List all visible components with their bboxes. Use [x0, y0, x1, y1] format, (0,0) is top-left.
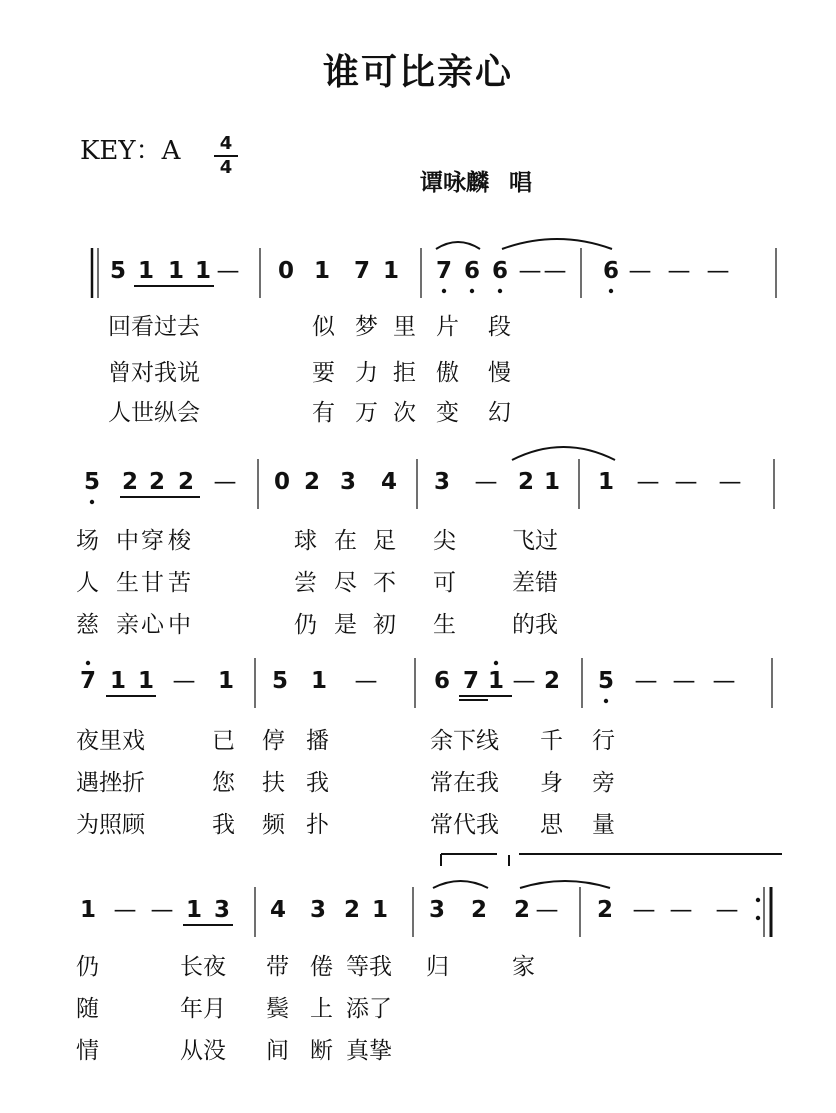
lyric: 扑	[306, 812, 329, 838]
lyric: 停	[262, 728, 285, 754]
lyric: 情	[76, 1038, 99, 1064]
note: 6	[433, 668, 450, 694]
note: 1	[371, 897, 388, 923]
note: 5	[83, 469, 100, 495]
time-signature-numerator: 4	[219, 133, 233, 154]
note: 6	[602, 258, 619, 284]
lyric: 慢	[488, 360, 511, 386]
extension-dash: —	[172, 668, 196, 694]
octave-dot	[498, 289, 502, 293]
octave-dot	[442, 289, 446, 293]
lyric: 次	[393, 400, 416, 426]
note: 2	[148, 469, 165, 495]
lyric: 梦	[355, 314, 378, 340]
lyric: 中	[168, 612, 191, 638]
extension-dash: —	[674, 469, 698, 495]
time-signature-denominator: 4	[219, 157, 233, 178]
lyric: 回看过去	[108, 314, 200, 340]
extension-dash: —	[669, 897, 693, 923]
note: 1	[313, 258, 330, 284]
lyric: 生	[116, 570, 139, 596]
lyric: 夜里戏	[76, 728, 145, 754]
lyric: 的我	[512, 612, 558, 638]
lyric: 变	[436, 400, 459, 426]
extension-dash: —	[667, 258, 691, 284]
lyric: 人世纵会	[108, 400, 200, 426]
note: 3	[213, 897, 230, 923]
lyric: 频	[262, 812, 285, 838]
lyric: 余下线	[430, 728, 499, 754]
lyric: 遇挫折	[76, 770, 145, 796]
note: 6	[491, 258, 508, 284]
extension-dash: —	[150, 897, 174, 923]
note: 5	[271, 668, 288, 694]
lyric: 常代我	[430, 812, 499, 838]
lyric: 里	[393, 314, 416, 340]
lyric: 万	[355, 400, 378, 426]
note: 7	[462, 668, 479, 694]
extension-dash: —	[718, 469, 742, 495]
extension-dash: —	[672, 668, 696, 694]
note: 2	[177, 469, 194, 495]
lyric: 仍	[76, 954, 99, 980]
note: 2	[343, 897, 360, 923]
lyric: 扶	[262, 770, 285, 796]
repeat-dot	[756, 898, 760, 902]
extension-dash: —	[712, 668, 736, 694]
lyric: 穿	[141, 528, 164, 554]
extension-dash: —	[632, 897, 656, 923]
lyric: 亲	[116, 612, 139, 638]
extension-dash: —	[213, 469, 237, 495]
extension-dash: —	[535, 897, 559, 923]
note: 4	[269, 897, 286, 923]
key-signature: KEY：A	[80, 136, 181, 166]
lyric: 尝	[294, 570, 317, 596]
lyric: 傲	[436, 360, 459, 386]
note: 3	[339, 469, 356, 495]
lyric: 量	[592, 812, 615, 838]
lyric: 差错	[512, 570, 558, 596]
lyric: 生	[433, 612, 456, 638]
slur	[433, 881, 488, 888]
lyric: 尽	[334, 570, 357, 596]
octave-dot	[86, 661, 90, 665]
lyric: 球	[294, 528, 317, 554]
extension-dash: —	[216, 258, 240, 284]
lyric: 为照顾	[76, 812, 145, 838]
note: 1	[310, 668, 327, 694]
note: 1	[597, 469, 614, 495]
lyric: 家	[512, 954, 535, 980]
note: 7	[435, 258, 452, 284]
lyric: 初	[373, 612, 396, 638]
lyric: 倦	[310, 954, 333, 980]
lyric: 归	[426, 954, 449, 980]
lyric: 可	[433, 570, 456, 596]
extension-dash: —	[706, 258, 730, 284]
note: 2	[543, 668, 560, 694]
lyric: 力	[355, 360, 378, 386]
lyric: 要	[312, 360, 335, 386]
lyric: 足	[373, 528, 396, 554]
lyric: 上	[310, 996, 333, 1022]
lyric: 心	[141, 612, 164, 638]
slur	[502, 239, 612, 249]
lyric: 不	[373, 570, 396, 596]
note: 1	[543, 469, 560, 495]
lyric: 常在我	[430, 770, 499, 796]
lyric: 曾对我说	[108, 360, 200, 386]
note: 3	[309, 897, 326, 923]
note: 2	[303, 469, 320, 495]
note: 3	[433, 469, 450, 495]
lyric: 人	[76, 570, 99, 596]
lyric: 从没	[180, 1038, 226, 1064]
lyric: 思	[540, 812, 563, 838]
lyric: 慈	[76, 612, 99, 638]
extension-dash: —	[636, 469, 660, 495]
slur	[520, 881, 610, 888]
note: 6	[463, 258, 480, 284]
note: 1	[137, 258, 154, 284]
note: 2	[513, 897, 530, 923]
note: 7	[353, 258, 370, 284]
note: 1	[137, 668, 154, 694]
lyric: 鬓	[266, 996, 289, 1022]
lyric: 播	[306, 728, 329, 754]
lyric: 年月	[180, 996, 226, 1022]
lyric: 片	[436, 314, 459, 340]
lyric: 仍	[294, 612, 317, 638]
lyric: 行	[592, 728, 615, 754]
lyric: 甘	[141, 570, 164, 596]
lyric: 段	[488, 314, 511, 340]
repeat-dot	[756, 916, 760, 920]
lyric: 断	[310, 1038, 333, 1064]
note: 1	[217, 668, 234, 694]
lyric: 身	[540, 770, 563, 796]
note: 0	[277, 258, 294, 284]
note: 1	[109, 668, 126, 694]
lyric: 添了	[346, 996, 392, 1022]
lyric: 梭	[168, 528, 191, 554]
lyric: 我	[306, 770, 329, 796]
singer-action: 唱	[509, 169, 532, 196]
note: 1	[79, 897, 96, 923]
extension-dash: —	[512, 668, 536, 694]
lyric: 是	[334, 612, 357, 638]
lyric: 场	[76, 528, 99, 554]
lyric: 已	[212, 728, 235, 754]
lyric: 间	[266, 1038, 289, 1064]
lyric: 在	[334, 528, 357, 554]
lyric: 尖	[433, 528, 456, 554]
extension-dash: —	[354, 668, 378, 694]
lyric: 千	[540, 728, 563, 754]
lyric: 我	[212, 812, 235, 838]
lyric: 似	[312, 314, 335, 340]
singer-name: 谭咏麟	[420, 169, 489, 196]
lyric: 幻	[488, 400, 511, 426]
octave-dot	[604, 699, 608, 703]
extension-dash: —	[518, 258, 542, 284]
lyric: 旁	[592, 770, 615, 796]
note: 1	[185, 897, 202, 923]
extension-dash: —	[113, 897, 137, 923]
note: 4	[380, 469, 397, 495]
note: 2	[470, 897, 487, 923]
note: 1	[167, 258, 184, 284]
octave-dot	[470, 289, 474, 293]
octave-dot	[609, 289, 613, 293]
lyric: 拒	[393, 360, 416, 386]
lyric: 真挚	[346, 1038, 392, 1064]
lyric: 带	[266, 954, 289, 980]
lyric: 长夜	[180, 954, 226, 980]
octave-dot	[90, 500, 94, 504]
extension-dash: —	[543, 258, 567, 284]
slur	[436, 242, 480, 249]
note: 2	[517, 469, 534, 495]
note: 2	[121, 469, 138, 495]
note: 1	[194, 258, 211, 284]
note: 3	[428, 897, 445, 923]
extension-dash: —	[628, 258, 652, 284]
lyric: 中	[116, 528, 139, 554]
lyric: 有	[312, 400, 335, 426]
octave-dot	[494, 661, 498, 665]
extension-dash: —	[474, 469, 498, 495]
slur	[512, 447, 615, 460]
note: 1	[487, 668, 504, 694]
note: 7	[79, 668, 96, 694]
lyric: 苦	[168, 570, 191, 596]
extension-dash: —	[715, 897, 739, 923]
note: 5	[597, 668, 614, 694]
lyric: 飞过	[512, 528, 558, 554]
song-title: 谁可比亲心	[322, 51, 513, 93]
note: 0	[273, 469, 290, 495]
note: 5	[109, 258, 126, 284]
note: 2	[596, 897, 613, 923]
lyric: 您	[212, 770, 235, 796]
note: 1	[382, 258, 399, 284]
lyric: 等我	[346, 954, 392, 980]
extension-dash: —	[634, 668, 658, 694]
lyric: 随	[76, 996, 99, 1022]
